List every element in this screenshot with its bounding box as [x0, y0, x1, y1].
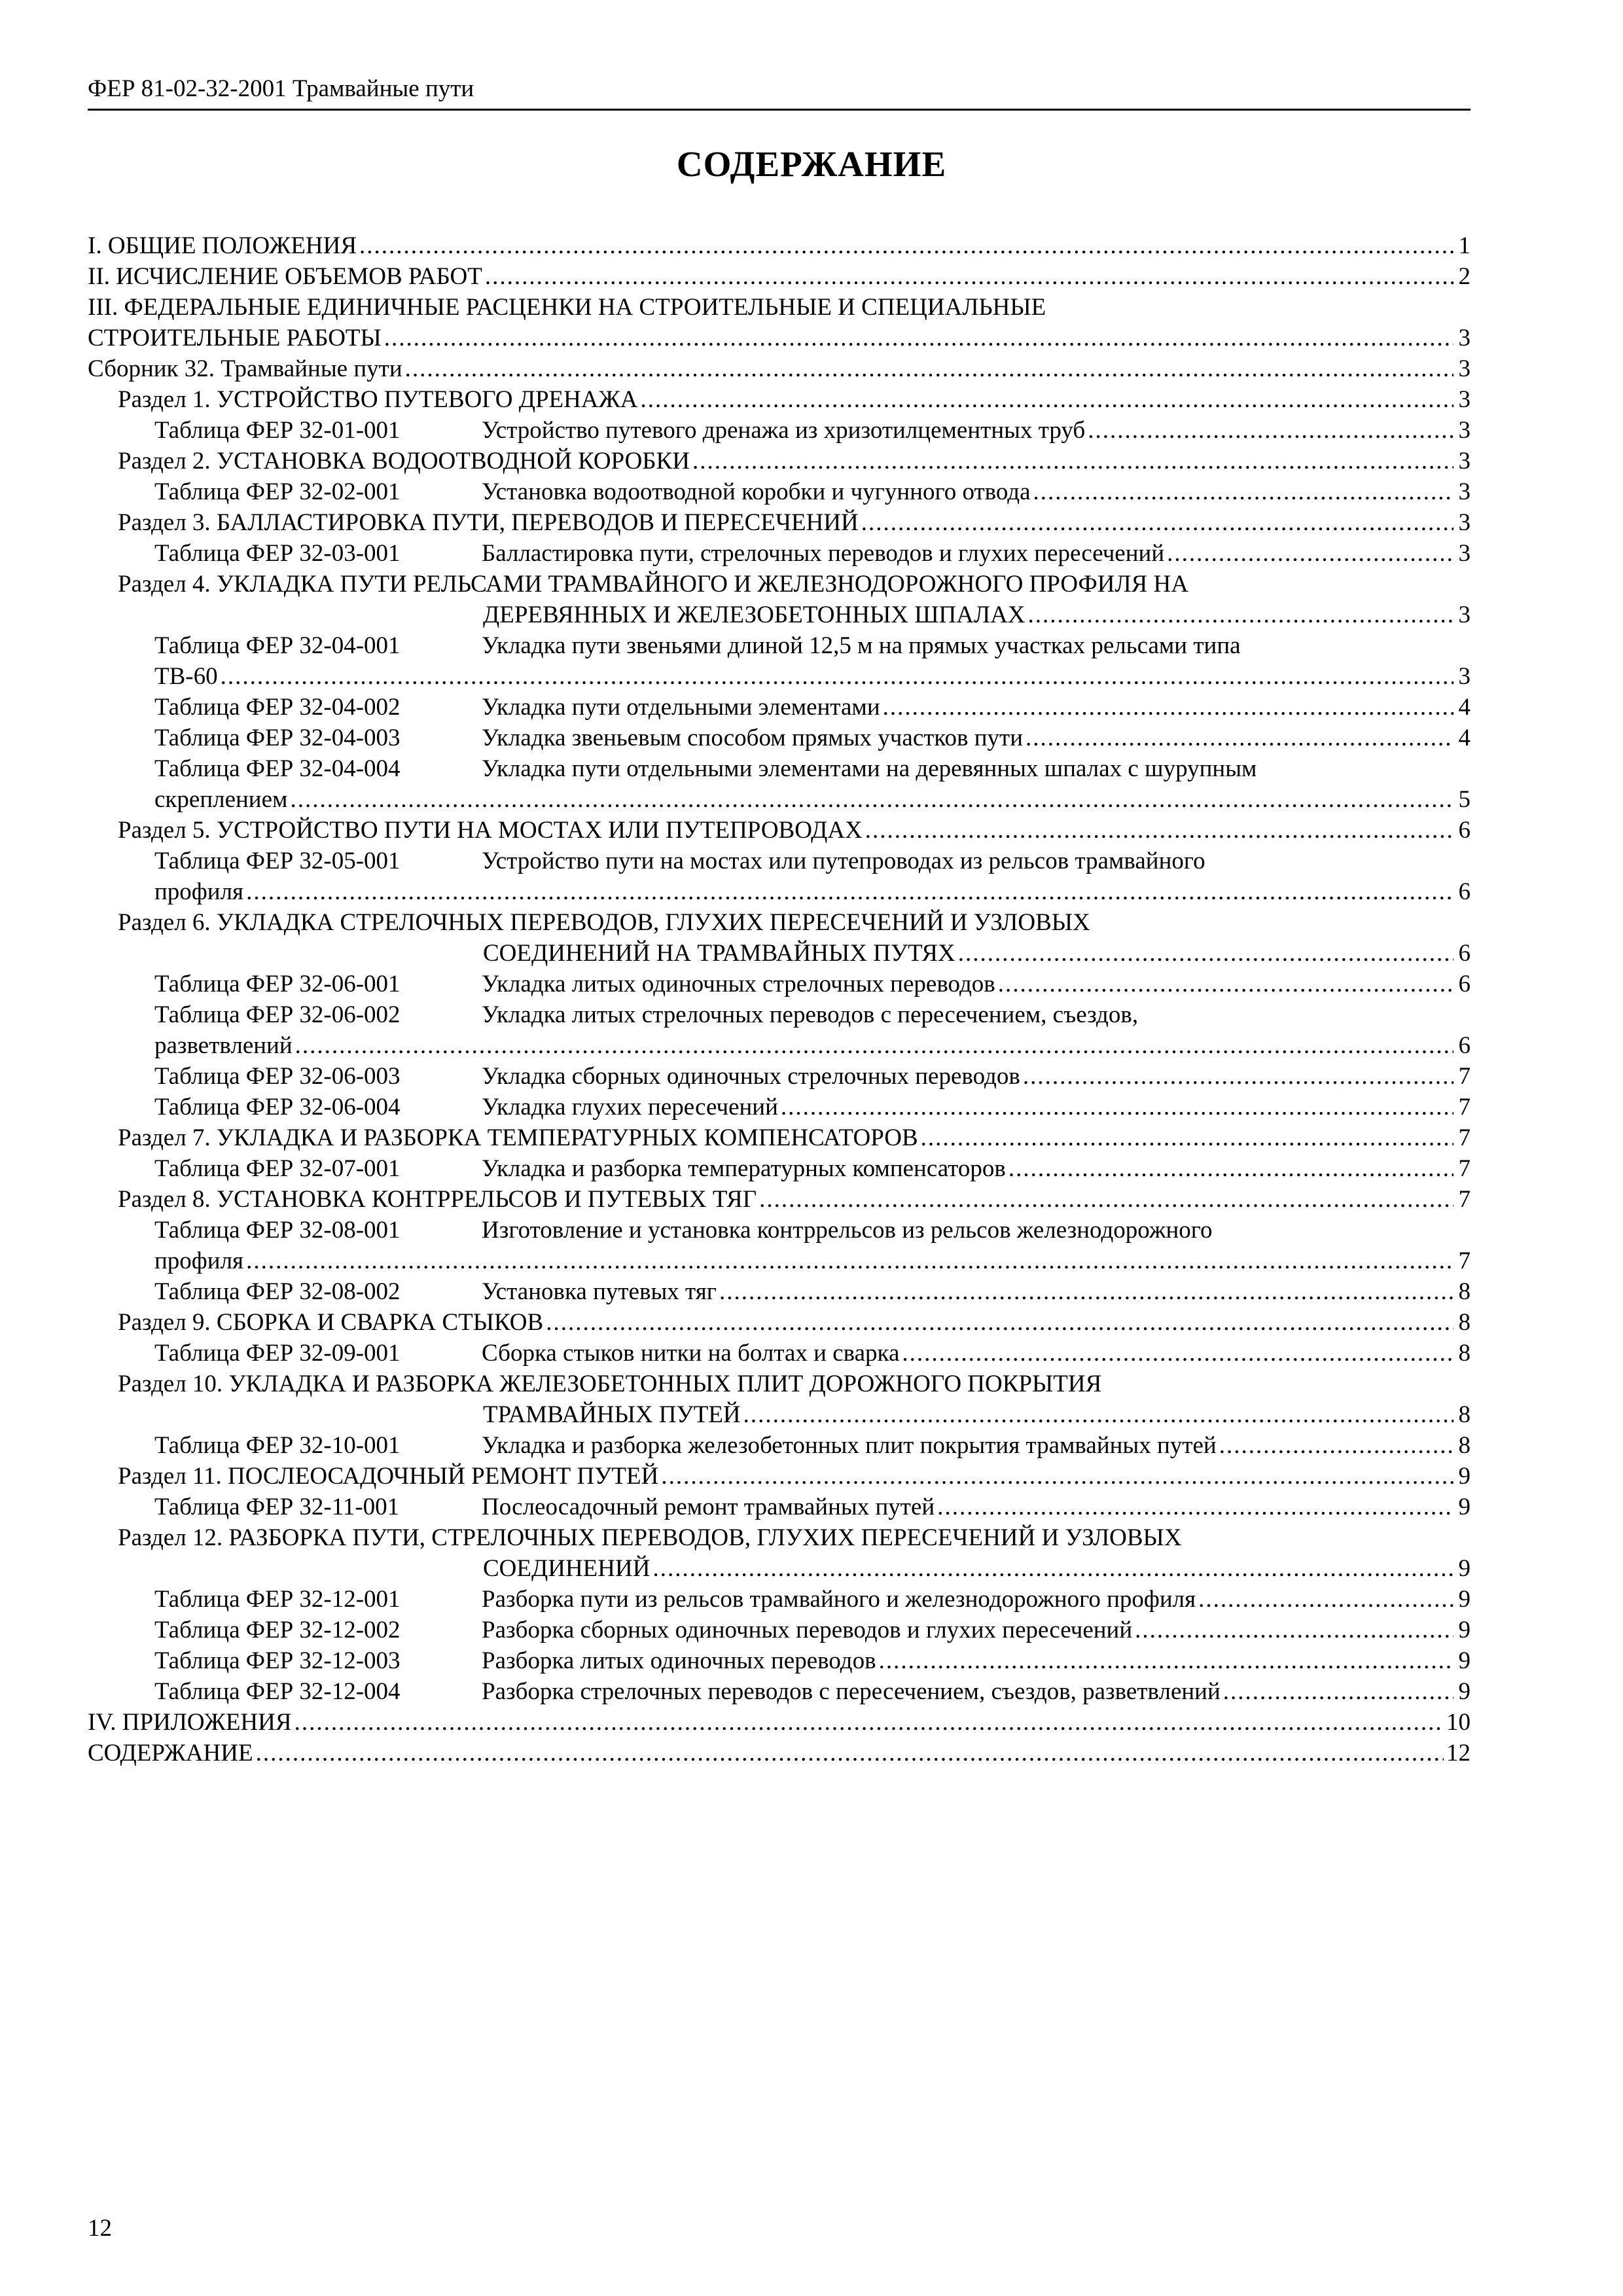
toc-entry-line	[88, 876, 1471, 907]
toc-entry-line	[88, 292, 1471, 323]
toc-table-entry[interactable]	[88, 1061, 1471, 1092]
toc-page-number: 7	[1458, 1094, 1471, 1121]
toc-entry-line	[118, 1369, 1471, 1399]
toc-page-number: 9	[1458, 1647, 1471, 1674]
toc-entry-line	[118, 507, 1471, 538]
toc-page-number: 2	[1458, 263, 1471, 290]
toc-page-number: 3	[1458, 478, 1471, 505]
dot-leader	[246, 876, 1454, 907]
toc-entry-line	[154, 1584, 1471, 1615]
toc-entry-title: Раздел 8. УСТАНОВКА КОНТРРЕЛЬСОВ И ПУТЕВЫХ ТЯГ	[118, 1184, 757, 1215]
toc-entry-line	[154, 1092, 1471, 1122]
toc-entry-line	[154, 1492, 1471, 1522]
toc-page-number: 8	[1458, 1340, 1471, 1367]
toc-table-code: Таблица ФЕР 32-10-001	[154, 1432, 401, 1459]
toc-table-code: Таблица ФЕР 32-06-002	[154, 1001, 401, 1028]
toc-entry-line	[118, 815, 1471, 846]
toc-entry-title: Укладка литых одиночных стрелочных переводов	[482, 971, 995, 997]
dot-leader	[1033, 476, 1454, 507]
toc-entry-title: I. ОБЩИЕ ПОЛОЖЕНИЯ	[88, 230, 357, 261]
dot-leader	[1198, 1584, 1454, 1615]
toc-table-code: Таблица ФЕР 32-11-001	[154, 1494, 400, 1520]
toc-entry-title: Сборка стыков нитки на болтах и сварка	[482, 1340, 900, 1367]
toc-entry-line	[118, 1553, 1471, 1584]
toc-entry-title: СОЕДИНЕНИЙ НА ТРАМВАЙНЫХ ПУТЯХ	[483, 938, 955, 969]
toc-page-number: 5	[1458, 786, 1471, 813]
dot-leader	[256, 1738, 1444, 1768]
toc-page-number: 8	[1458, 1432, 1471, 1459]
toc-page-number: 7	[1458, 1155, 1471, 1182]
toc-page-number: 3	[1458, 601, 1471, 628]
toc-entry-line	[154, 1338, 1471, 1369]
dot-leader	[879, 1645, 1454, 1676]
toc-entry-title: Укладка глухих пересечений	[482, 1094, 778, 1121]
toc-entry-title: Укладка пути отдельными элементами на деревянных шпалах с шурупным	[482, 755, 1257, 782]
dot-leader	[290, 784, 1454, 815]
toc-page-number: 7	[1458, 1247, 1471, 1274]
toc-entry-line	[88, 1707, 1471, 1738]
toc-table-entry[interactable]	[88, 538, 1471, 569]
dot-leader	[384, 323, 1454, 353]
dot-leader	[1135, 1615, 1454, 1645]
toc-table-code: Таблица ФЕР 32-12-003	[154, 1647, 401, 1674]
dot-leader	[759, 1184, 1454, 1215]
toc-entry-title: ДЕРЕВЯННЫХ И ЖЕЛЕЗОБЕТОННЫХ ШПАЛАХ	[483, 600, 1026, 630]
toc-entry-title: II. ИСЧИСЛЕНИЕ ОБЪЕМОВ РАБОТ	[88, 261, 482, 292]
toc-entry-line	[88, 1738, 1471, 1768]
toc-section-entry[interactable]	[88, 1522, 1471, 1584]
toc-section-entry[interactable]	[88, 1122, 1471, 1153]
toc-entry-title: Укладка пути отдельными элементами	[482, 694, 880, 721]
toc-entry-title: Раздел 9. СБОРКА И СВАРКА СТЫКОВ	[118, 1307, 543, 1338]
toc-entry-title: Раздел 2. УСТАНОВКА ВОДООТВОДНОЙ КОРОБКИ	[118, 446, 690, 476]
page-title: СОДЕРЖАНИЕ	[676, 144, 947, 184]
toc-table-code: Таблица ФЕР 32-12-004	[154, 1678, 401, 1705]
toc-section-entry[interactable]	[88, 1369, 1471, 1430]
dot-leader	[1167, 538, 1454, 569]
toc-entry-line	[154, 1276, 1471, 1307]
table-of-contents	[88, 230, 1471, 1768]
dot-leader	[861, 507, 1454, 538]
toc-entry-line	[118, 1461, 1471, 1492]
toc-table-entry[interactable]	[88, 415, 1471, 446]
toc-table-entry[interactable]	[88, 846, 1471, 907]
toc-entry-title: III. ФЕДЕРАЛЬНЫЕ ЕДИНИЧНЫЕ РАСЦЕНКИ НА СТРОИТЕЛЬНЫЕ И СПЕЦИАЛЬНЫЕ	[88, 294, 1046, 321]
toc-table-entry[interactable]	[88, 999, 1471, 1061]
toc-table-entry[interactable]	[88, 692, 1471, 723]
toc-table-code: Таблица ФЕР 32-05-001	[154, 848, 401, 874]
dot-leader	[1223, 1676, 1454, 1707]
dot-leader	[294, 1707, 1444, 1738]
toc-table-code: Таблица ФЕР 32-08-002	[154, 1278, 401, 1305]
toc-table-code: Таблица ФЕР 32-06-004	[154, 1094, 401, 1121]
toc-entry-title: Укладка сборных одиночных стрелочных переводов	[482, 1063, 1020, 1090]
toc-table-code: Таблица ФЕР 32-04-002	[154, 694, 401, 721]
toc-entry-title: Устройство пути на мостах или путепроводах из рельсов трамвайного	[482, 848, 1205, 874]
dot-leader	[921, 1122, 1454, 1153]
toc-table-entry[interactable]	[88, 1153, 1471, 1184]
toc-table-code: Таблица ФЕР 32-02-001	[154, 478, 401, 505]
toc-page-number: 1	[1458, 232, 1471, 259]
dot-leader	[1023, 1061, 1454, 1092]
toc-entry-title: Раздел 12. РАЗБОРКА ПУТИ, СТРЕЛОЧНЫХ ПЕРЕВОДОВ, ГЛУХИХ ПЕРЕСЕЧЕНИЙ И УЗЛОВЫХ	[118, 1524, 1182, 1551]
toc-entry-line	[154, 1061, 1471, 1092]
toc-table-entry[interactable]	[88, 969, 1471, 999]
toc-entry-line	[118, 600, 1471, 630]
toc-entry-title: Укладка и разборка температурных компенсаторов	[482, 1155, 1006, 1182]
toc-section-entry[interactable]	[88, 1307, 1471, 1338]
toc-entry-line	[154, 538, 1471, 569]
toc-entry-title: скреплением	[154, 784, 287, 815]
toc-table-code: Таблица ФЕР 32-04-001	[154, 632, 401, 659]
toc-table-code: Таблица ФЕР 32-03-001	[154, 540, 401, 567]
toc-entry-title: Разборка сборных одиночных переводов и глухих пересечений	[482, 1617, 1133, 1643]
toc-entry-title: Послеосадочный ремонт трамвайных путей	[482, 1494, 935, 1520]
toc-page-number: 8	[1458, 1401, 1471, 1428]
toc-entry-title: Разборка пути из рельсов трамвайного и железнодорожного профиля	[482, 1586, 1196, 1613]
toc-entry-title: Укладка пути звеньями длиной 12,5 м на прямых участках рельсами типа	[482, 632, 1241, 659]
toc-page-number: 9	[1458, 1555, 1471, 1582]
toc-section-entry[interactable]	[88, 569, 1471, 630]
running-header: ФЕР 81-02-32-2001 Трамвайные пути	[88, 75, 474, 102]
toc-entry-line	[118, 938, 1471, 969]
toc-main-entry[interactable]	[88, 292, 1471, 353]
toc-main-entry[interactable]	[88, 230, 1471, 261]
toc-entry-line	[154, 1676, 1471, 1707]
toc-entry-line	[154, 723, 1471, 753]
toc-entry-line	[118, 569, 1471, 600]
toc-entry-title: СТРОИТЕЛЬНЫЕ РАБОТЫ	[88, 323, 382, 353]
dot-leader	[295, 1030, 1454, 1061]
toc-table-code: Таблица ФЕР 32-06-003	[154, 1063, 401, 1090]
toc-entry-title: Раздел 6. УКЛАДКА СТРЕЛОЧНЫХ ПЕРЕВОДОВ, ГЛУХИХ ПЕРЕСЕЧЕНИЙ И УЗЛОВЫХ	[118, 909, 1090, 936]
toc-table-entry[interactable]	[88, 1430, 1471, 1461]
toc-entry-line	[118, 1399, 1471, 1430]
toc-entry-line	[88, 323, 1471, 353]
dot-leader	[1028, 600, 1454, 630]
dot-leader	[998, 969, 1454, 999]
toc-table-entry[interactable]	[88, 723, 1471, 753]
toc-page-number: 3	[1458, 325, 1471, 351]
toc-entry-title: IV. ПРИЛОЖЕНИЯ	[88, 1707, 292, 1738]
header-divider	[88, 109, 1471, 111]
toc-entry-title: Устройство путевого дренажа из хризотилцементных труб	[482, 417, 1086, 444]
toc-entry-line	[154, 1645, 1471, 1676]
toc-page-number: 7	[1458, 1124, 1471, 1151]
toc-entry-title: Укладка звеньевым способом прямых участков пути	[482, 725, 1024, 751]
toc-entry-title: Раздел 10. УКЛАДКА И РАЗБОРКА ЖЕЛЕЗОБЕТОННЫХ ПЛИТ ДОРОЖНОГО ПОКРЫТИЯ	[118, 1371, 1102, 1397]
toc-page-number: 3	[1458, 540, 1471, 567]
dot-leader	[652, 1553, 1454, 1584]
toc-entry-title: Укладка литых стрелочных переводов с пересечением, съездов,	[482, 1001, 1139, 1028]
toc-entry-line	[154, 630, 1471, 661]
toc-entry-line	[118, 907, 1471, 938]
toc-section-entry[interactable]	[88, 446, 1471, 476]
toc-entry-line	[154, 1430, 1471, 1461]
toc-entry-title: ТРАМВАЙНЫХ ПУТЕЙ	[483, 1399, 741, 1430]
toc-table-entry[interactable]	[88, 1492, 1471, 1522]
toc-page-number: 9	[1458, 1617, 1471, 1643]
dot-leader	[937, 1492, 1454, 1522]
toc-section-entry[interactable]	[88, 384, 1471, 415]
toc-page-number: 9	[1458, 1463, 1471, 1490]
toc-entry-line	[154, 1153, 1471, 1184]
toc-page-number: 3	[1458, 355, 1471, 382]
toc-page-number: 7	[1458, 1186, 1471, 1213]
toc-entry-title: Раздел 1. УСТРОЙСТВО ПУТЕВОГО ДРЕНАЖА	[118, 384, 637, 415]
toc-entry-line	[154, 753, 1471, 784]
toc-table-code: Таблица ФЕР 32-04-004	[154, 755, 401, 782]
toc-table-entry[interactable]	[88, 1645, 1471, 1676]
toc-entry-title: Раздел 5. УСТРОЙСТВО ПУТИ НА МОСТАХ ИЛИ ПУТЕПРОВОДАХ	[118, 815, 863, 846]
toc-entry-line	[154, 846, 1471, 876]
toc-entry-line	[154, 692, 1471, 723]
toc-entry-title: СОЕДИНЕНИЙ	[483, 1553, 650, 1584]
toc-entry-title: Раздел 7. УКЛАДКА И РАЗБОРКА ТЕМПЕРАТУРНЫХ КОМПЕНСАТОРОВ	[118, 1122, 918, 1153]
toc-entry-title: разветвлений	[154, 1030, 293, 1061]
toc-table-code: Таблица ФЕР 32-09-001	[154, 1340, 401, 1367]
toc-entry-line	[154, 1215, 1471, 1246]
toc-table-entry[interactable]	[88, 753, 1471, 815]
toc-entry-title: Разборка литых одиночных переводов	[482, 1647, 876, 1674]
toc-entry-title: Сборник 32. Трамвайные пути	[88, 353, 402, 384]
toc-entry-title: Установка путевых тяг	[482, 1278, 717, 1305]
dot-leader	[405, 353, 1454, 384]
toc-entry-line	[154, 969, 1471, 999]
dot-leader	[743, 1399, 1454, 1430]
toc-page-number: 6	[1458, 1032, 1471, 1059]
toc-entry-line	[88, 1246, 1471, 1276]
toc-page-number: 4	[1458, 694, 1471, 721]
toc-entry-line	[154, 999, 1471, 1030]
toc-table-code: Таблица ФЕР 32-06-001	[154, 971, 401, 997]
toc-table-entry[interactable]	[88, 1276, 1471, 1307]
toc-page-number: 9	[1458, 1678, 1471, 1705]
toc-entry-title: профиля	[154, 1246, 243, 1276]
toc-page-number: 9	[1458, 1494, 1471, 1520]
toc-table-entry[interactable]	[88, 1584, 1471, 1615]
dot-leader	[640, 384, 1454, 415]
toc-section-entry[interactable]	[88, 507, 1471, 538]
toc-main-entry[interactable]	[88, 353, 1471, 384]
toc-table-entry[interactable]	[88, 1676, 1471, 1707]
toc-table-code: Таблица ФЕР 32-04-003	[154, 725, 401, 751]
toc-entry-line	[88, 230, 1471, 261]
toc-entry-line	[118, 446, 1471, 476]
toc-table-code: Таблица ФЕР 32-08-001	[154, 1217, 401, 1244]
toc-entry-line	[88, 784, 1471, 815]
toc-table-entry[interactable]	[88, 1338, 1471, 1369]
toc-entry-title: Изготовление и установка контррельсов из рельсов железнодорожного	[482, 1217, 1213, 1244]
dot-leader	[661, 1461, 1454, 1492]
dot-leader	[958, 938, 1454, 969]
toc-entry-line	[118, 1522, 1471, 1553]
toc-entry-title: Раздел 11. ПОСЛЕОСАДОЧНЫЙ РЕМОНТ ПУТЕЙ	[118, 1461, 658, 1492]
toc-section-entry[interactable]	[88, 907, 1471, 969]
toc-main-entry[interactable]	[88, 261, 1471, 292]
toc-section-entry[interactable]	[88, 1184, 1471, 1215]
toc-table-entry[interactable]	[88, 630, 1471, 692]
toc-entry-title: ТВ-60	[154, 661, 218, 692]
dot-leader	[246, 1246, 1454, 1276]
toc-page-number: 3	[1458, 509, 1471, 536]
toc-main-entry[interactable]	[88, 1707, 1471, 1738]
toc-entry-line	[118, 1307, 1471, 1338]
dot-leader	[902, 1338, 1454, 1369]
toc-entry-title: Разборка стрелочных переводов с пересечением, съездов, разветвлений	[482, 1678, 1221, 1705]
toc-entry-line	[118, 1122, 1471, 1153]
page-number: 12	[88, 2215, 112, 2242]
toc-entry-title: Раздел 4. УКЛАДКА ПУТИ РЕЛЬСАМИ ТРАМВАЙНОГО И ЖЕЛЕЗНОДОРОЖНОГО ПРОФИЛЯ НА	[118, 571, 1188, 598]
toc-entry-title: профиля	[154, 876, 243, 907]
dot-leader	[865, 815, 1454, 846]
toc-entry-line	[88, 353, 1471, 384]
toc-page-number: 6	[1458, 817, 1471, 844]
toc-page-number: 6	[1458, 878, 1471, 905]
dot-leader	[1219, 1430, 1454, 1461]
toc-page-number: 4	[1458, 725, 1471, 751]
toc-page-number: 6	[1458, 940, 1471, 967]
toc-entry-title: СОДЕРЖАНИЕ	[88, 1738, 253, 1768]
toc-page-number: 3	[1458, 417, 1471, 444]
toc-table-entry[interactable]	[88, 1092, 1471, 1122]
dot-leader	[1026, 723, 1454, 753]
dot-leader	[883, 692, 1454, 723]
toc-page-number: 9	[1458, 1586, 1471, 1613]
dot-leader	[485, 261, 1454, 292]
toc-table-code: Таблица ФЕР 32-07-001	[154, 1155, 401, 1182]
toc-table-code: Таблица ФЕР 32-12-002	[154, 1617, 401, 1643]
dot-leader	[692, 446, 1454, 476]
dot-leader	[546, 1307, 1454, 1338]
toc-table-entry[interactable]	[88, 1615, 1471, 1645]
toc-entry-title: Балластировка пути, стрелочных переводов и глухих пересечений	[482, 540, 1165, 567]
toc-entry-title: Установка водоотводной коробки и чугунного отвода	[482, 478, 1031, 505]
dot-leader	[221, 661, 1454, 692]
toc-table-entry[interactable]	[88, 1215, 1471, 1276]
toc-entry-line	[154, 476, 1471, 507]
dot-leader	[359, 230, 1454, 261]
toc-main-entry[interactable]	[88, 1738, 1471, 1768]
dot-leader	[719, 1276, 1454, 1307]
toc-page-number: 12	[1446, 1740, 1471, 1767]
toc-page-number: 3	[1458, 386, 1471, 413]
toc-page-number: 6	[1458, 971, 1471, 997]
toc-page-number: 3	[1458, 448, 1471, 475]
toc-page-number: 8	[1458, 1309, 1471, 1336]
toc-table-entry[interactable]	[88, 476, 1471, 507]
toc-entry-line	[88, 1030, 1471, 1061]
toc-entry-line	[118, 384, 1471, 415]
toc-table-code: Таблица ФЕР 32-12-001	[154, 1586, 401, 1613]
toc-page-number: 10	[1446, 1709, 1471, 1736]
toc-page-number: 3	[1458, 663, 1471, 690]
toc-page-number: 8	[1458, 1278, 1471, 1305]
toc-table-code: Таблица ФЕР 32-01-001	[154, 417, 401, 444]
toc-entry-title: Раздел 3. БАЛЛАСТИРОВКА ПУТИ, ПЕРЕВОДОВ И ПЕРЕСЕЧЕНИЙ	[118, 507, 859, 538]
toc-section-entry[interactable]	[88, 1461, 1471, 1492]
toc-entry-title: Укладка и разборка железобетонных плит покрытия трамвайных путей	[482, 1432, 1217, 1459]
toc-entry-line	[88, 261, 1471, 292]
toc-entry-line	[118, 1184, 1471, 1215]
toc-entry-line	[88, 661, 1471, 692]
toc-entry-line	[154, 415, 1471, 446]
dot-leader	[781, 1092, 1454, 1122]
toc-section-entry[interactable]	[88, 815, 1471, 846]
dot-leader	[1008, 1153, 1454, 1184]
dot-leader	[1088, 415, 1454, 446]
toc-page-number: 7	[1458, 1063, 1471, 1090]
toc-entry-line	[154, 1615, 1471, 1645]
